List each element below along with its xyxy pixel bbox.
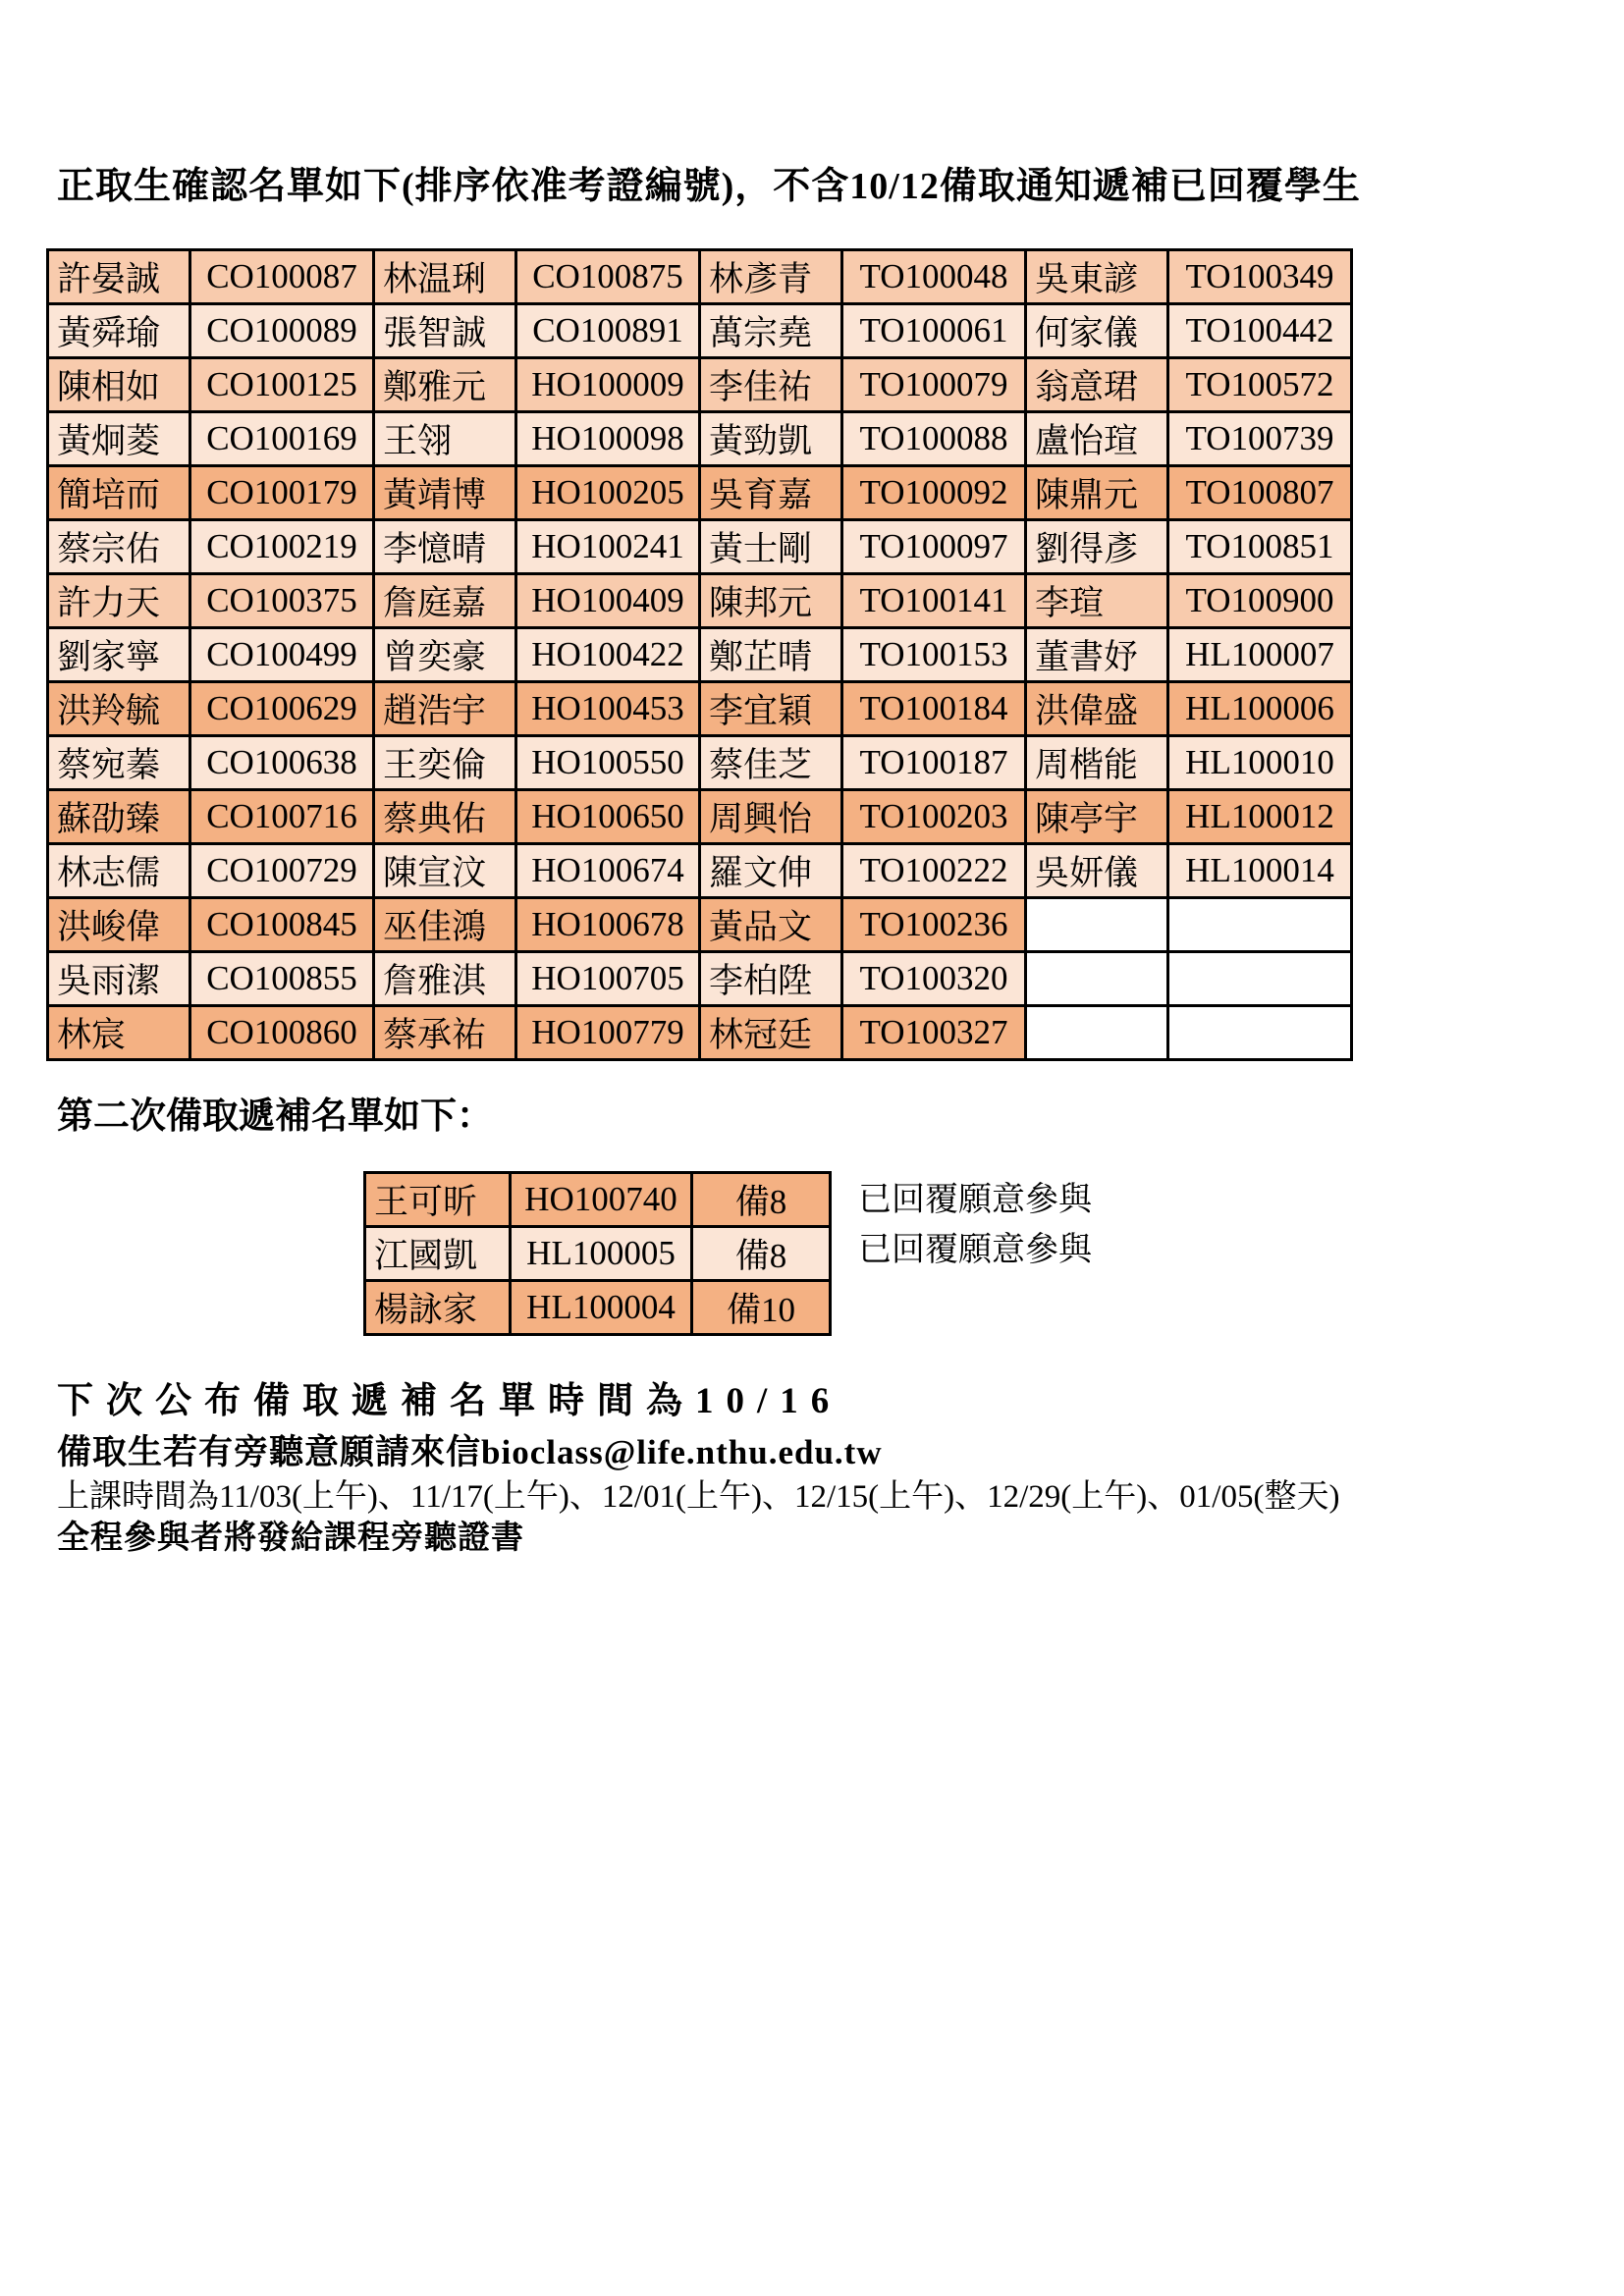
exam-id-cell: TO100203 bbox=[842, 790, 1026, 844]
student-name-cell: 黃靖博 bbox=[374, 466, 516, 520]
waitlist-rank-cell: 備8 bbox=[692, 1173, 831, 1227]
student-name-cell: 萬宗堯 bbox=[700, 304, 842, 358]
admitted-row bbox=[48, 574, 1352, 628]
waitlist-rank-cell: 備10 bbox=[692, 1281, 831, 1335]
exam-id-cell: CO100219 bbox=[190, 520, 374, 574]
admitted-row bbox=[48, 952, 1352, 1006]
waitlist-rank-cell: 備8 bbox=[692, 1227, 831, 1281]
exam-id-cell: HO100650 bbox=[516, 790, 700, 844]
exam-id-cell: TO100851 bbox=[1168, 520, 1352, 574]
exam-id-cell: CO100629 bbox=[190, 682, 374, 736]
waitlist-row bbox=[365, 1227, 831, 1281]
student-name-cell: 李宜穎 bbox=[700, 682, 842, 736]
student-name-cell: 洪峻偉 bbox=[48, 898, 190, 952]
exam-id-cell: HO100705 bbox=[516, 952, 700, 1006]
certificate-line: 全程參與者將發給課程旁聽證書 bbox=[57, 1521, 524, 1556]
admitted-row bbox=[48, 844, 1352, 898]
exam-id-cell: HL100014 bbox=[1168, 844, 1352, 898]
student-name-cell bbox=[1026, 1006, 1168, 1060]
student-name-cell: 曾奕豪 bbox=[374, 628, 516, 682]
student-name-cell: 黃品文 bbox=[700, 898, 842, 952]
waitlist-table bbox=[363, 1171, 832, 1336]
student-name-cell bbox=[1026, 952, 1168, 1006]
student-name-cell: 翁意珺 bbox=[1026, 358, 1168, 412]
exam-id-cell: TO100153 bbox=[842, 628, 1026, 682]
exam-id-cell: TO100739 bbox=[1168, 412, 1352, 466]
student-name-cell: 李柏陞 bbox=[700, 952, 842, 1006]
student-name-cell: 洪偉盛 bbox=[1026, 682, 1168, 736]
admitted-row bbox=[48, 412, 1352, 466]
student-name-cell: 黃勁凱 bbox=[700, 412, 842, 466]
exam-id-cell: TO100079 bbox=[842, 358, 1026, 412]
exam-id-cell: TO100807 bbox=[1168, 466, 1352, 520]
student-name-cell: 許力天 bbox=[48, 574, 190, 628]
exam-id-cell: CO100179 bbox=[190, 466, 374, 520]
student-name-cell: 董書妤 bbox=[1026, 628, 1168, 682]
student-name-cell: 王可昕 bbox=[365, 1173, 511, 1227]
student-name-cell: 何家儀 bbox=[1026, 304, 1168, 358]
admitted-row bbox=[48, 466, 1352, 520]
exam-id-cell: TO100900 bbox=[1168, 574, 1352, 628]
student-name-cell: 楊詠家 bbox=[365, 1281, 511, 1335]
admitted-row bbox=[48, 736, 1352, 790]
student-name-cell: 鄭芷晴 bbox=[700, 628, 842, 682]
exam-id-cell: TO100187 bbox=[842, 736, 1026, 790]
contact-email: bioclass@life.nthu.edu.tw bbox=[481, 1433, 883, 1471]
contact-prefix: 備取生若有旁聽意願請來信 bbox=[57, 1433, 482, 1471]
student-name-cell: 吳育嘉 bbox=[700, 466, 842, 520]
student-name-cell: 蔡宗佑 bbox=[48, 520, 190, 574]
exam-id-cell bbox=[1168, 952, 1352, 1006]
student-name-cell: 劉家寧 bbox=[48, 628, 190, 682]
exam-id-cell: TO100327 bbox=[842, 1006, 1026, 1060]
exam-id-cell: CO100860 bbox=[190, 1006, 374, 1060]
student-name-cell: 巫佳鴻 bbox=[374, 898, 516, 952]
student-name-cell bbox=[1026, 898, 1168, 952]
admitted-row bbox=[48, 250, 1352, 304]
student-name-cell: 王翎 bbox=[374, 412, 516, 466]
exam-id-cell: CO100125 bbox=[190, 358, 374, 412]
student-name-cell: 吳東諺 bbox=[1026, 250, 1168, 304]
student-name-cell: 吳妍儀 bbox=[1026, 844, 1168, 898]
student-name-cell: 簡培而 bbox=[48, 466, 190, 520]
admitted-row bbox=[48, 682, 1352, 736]
waitlist-notes bbox=[858, 1171, 1092, 1321]
admitted-row bbox=[48, 628, 1352, 682]
next-announcement-line: 下次公布備取遞補名單時間為10/16 bbox=[57, 1381, 842, 1421]
student-name-cell: 詹庭嘉 bbox=[374, 574, 516, 628]
exam-id-cell: HO100550 bbox=[516, 736, 700, 790]
student-name-cell: 詹雅淇 bbox=[374, 952, 516, 1006]
exam-id-cell: TO100088 bbox=[842, 412, 1026, 466]
student-name-cell: 江國凱 bbox=[365, 1227, 511, 1281]
exam-id-cell: TO100442 bbox=[1168, 304, 1352, 358]
exam-id-cell: HO100409 bbox=[516, 574, 700, 628]
exam-id-cell: CO100375 bbox=[190, 574, 374, 628]
student-name-cell: 蘇劭臻 bbox=[48, 790, 190, 844]
exam-id-cell bbox=[1168, 1006, 1352, 1060]
student-name-cell: 黃炯菱 bbox=[48, 412, 190, 466]
student-name-cell: 王奕倫 bbox=[374, 736, 516, 790]
exam-id-cell: HL100005 bbox=[511, 1227, 692, 1281]
reply-note bbox=[858, 1271, 1092, 1321]
exam-id-cell: HO100098 bbox=[516, 412, 700, 466]
student-name-cell: 洪羚毓 bbox=[48, 682, 190, 736]
exam-id-cell: HO100674 bbox=[516, 844, 700, 898]
student-name-cell: 陳鼎元 bbox=[1026, 466, 1168, 520]
schedule-line: 上課時間為11/03(上午)、11/17(上午)、12/01(上午)、12/15(上午)、12/29(上午)、01/05(整天) bbox=[57, 1479, 1340, 1515]
exam-id-cell: HL100010 bbox=[1168, 736, 1352, 790]
student-name-cell: 林志儒 bbox=[48, 844, 190, 898]
exam-id-cell: TO100320 bbox=[842, 952, 1026, 1006]
exam-id-cell: CO100089 bbox=[190, 304, 374, 358]
exam-id-cell: CO100087 bbox=[190, 250, 374, 304]
student-name-cell: 林彥青 bbox=[700, 250, 842, 304]
exam-id-cell: HO100009 bbox=[516, 358, 700, 412]
student-name-cell: 李憶晴 bbox=[374, 520, 516, 574]
admitted-row bbox=[48, 1006, 1352, 1060]
exam-id-cell: HL100012 bbox=[1168, 790, 1352, 844]
student-name-cell: 吳雨潔 bbox=[48, 952, 190, 1006]
exam-id-cell: TO100092 bbox=[842, 466, 1026, 520]
exam-id-cell: TO100184 bbox=[842, 682, 1026, 736]
exam-id-cell: HO100205 bbox=[516, 466, 700, 520]
student-name-cell: 蔡承祐 bbox=[374, 1006, 516, 1060]
exam-id-cell: CO100716 bbox=[190, 790, 374, 844]
waitlist-table-body bbox=[365, 1173, 831, 1335]
student-name-cell: 羅文伸 bbox=[700, 844, 842, 898]
exam-id-cell: HO100241 bbox=[516, 520, 700, 574]
admitted-table bbox=[46, 248, 1353, 1061]
student-name-cell: 蔡佳芝 bbox=[700, 736, 842, 790]
student-name-cell: 林宸 bbox=[48, 1006, 190, 1060]
student-name-cell: 周興怡 bbox=[700, 790, 842, 844]
admitted-row bbox=[48, 790, 1352, 844]
exam-id-cell: TO100048 bbox=[842, 250, 1026, 304]
student-name-cell: 趙浩宇 bbox=[374, 682, 516, 736]
student-name-cell: 劉得彥 bbox=[1026, 520, 1168, 574]
student-name-cell: 陳邦元 bbox=[700, 574, 842, 628]
reply-note: 已回覆願意參與 bbox=[858, 1182, 1092, 1218]
student-name-cell: 林冠廷 bbox=[700, 1006, 842, 1060]
student-name-cell: 許晏誠 bbox=[48, 250, 190, 304]
exam-id-cell: HL100006 bbox=[1168, 682, 1352, 736]
student-name-cell: 李瑄 bbox=[1026, 574, 1168, 628]
student-name-cell: 黃舜瑜 bbox=[48, 304, 190, 358]
exam-id-cell: TO100097 bbox=[842, 520, 1026, 574]
reply-note: 已回覆願意參與 bbox=[858, 1232, 1092, 1268]
page-title: 正取生確認名單如下(排序依准考證編號)，不含10/12備取通知遞補已回覆學生 bbox=[57, 166, 1361, 207]
student-name-cell: 鄭雅元 bbox=[374, 358, 516, 412]
exam-id-cell: CO100875 bbox=[516, 250, 700, 304]
student-name-cell: 盧怡瑄 bbox=[1026, 412, 1168, 466]
student-name-cell: 張智誠 bbox=[374, 304, 516, 358]
student-name-cell: 李佳祐 bbox=[700, 358, 842, 412]
exam-id-cell: TO100222 bbox=[842, 844, 1026, 898]
admitted-row bbox=[48, 898, 1352, 952]
exam-id-cell: HO100779 bbox=[516, 1006, 700, 1060]
exam-id-cell: HL100007 bbox=[1168, 628, 1352, 682]
exam-id-cell: HO100678 bbox=[516, 898, 700, 952]
exam-id-cell: HO100422 bbox=[516, 628, 700, 682]
student-name-cell: 陳相如 bbox=[48, 358, 190, 412]
student-name-cell: 陳亭宇 bbox=[1026, 790, 1168, 844]
exam-id-cell: HO100740 bbox=[511, 1173, 692, 1227]
exam-id-cell: CO100729 bbox=[190, 844, 374, 898]
admitted-row bbox=[48, 358, 1352, 412]
exam-id-cell: CO100499 bbox=[190, 628, 374, 682]
student-name-cell: 黃士剛 bbox=[700, 520, 842, 574]
student-name-cell: 陳宣汶 bbox=[374, 844, 516, 898]
exam-id-cell: CO100638 bbox=[190, 736, 374, 790]
exam-id-cell: CO100855 bbox=[190, 952, 374, 1006]
admitted-row bbox=[48, 304, 1352, 358]
exam-id-cell: TO100236 bbox=[842, 898, 1026, 952]
exam-id-cell: HO100453 bbox=[516, 682, 700, 736]
student-name-cell: 蔡典佑 bbox=[374, 790, 516, 844]
section2-title: 第二次備取遞補名單如下： bbox=[57, 1096, 493, 1137]
exam-id-cell: HL100004 bbox=[511, 1281, 692, 1335]
exam-id-cell: TO100141 bbox=[842, 574, 1026, 628]
waitlist-row bbox=[365, 1281, 831, 1335]
student-name-cell: 林温琍 bbox=[374, 250, 516, 304]
exam-id-cell bbox=[1168, 898, 1352, 952]
student-name-cell: 蔡宛蓁 bbox=[48, 736, 190, 790]
student-name-cell: 周楷能 bbox=[1026, 736, 1168, 790]
exam-id-cell: TO100349 bbox=[1168, 250, 1352, 304]
exam-id-cell: CO100169 bbox=[190, 412, 374, 466]
exam-id-cell: CO100891 bbox=[516, 304, 700, 358]
admitted-row bbox=[48, 520, 1352, 574]
exam-id-cell: CO100845 bbox=[190, 898, 374, 952]
admitted-table-body bbox=[48, 250, 1352, 1060]
waitlist-row bbox=[365, 1173, 831, 1227]
contact-line bbox=[57, 1425, 883, 1474]
exam-id-cell: TO100061 bbox=[842, 304, 1026, 358]
exam-id-cell: TO100572 bbox=[1168, 358, 1352, 412]
